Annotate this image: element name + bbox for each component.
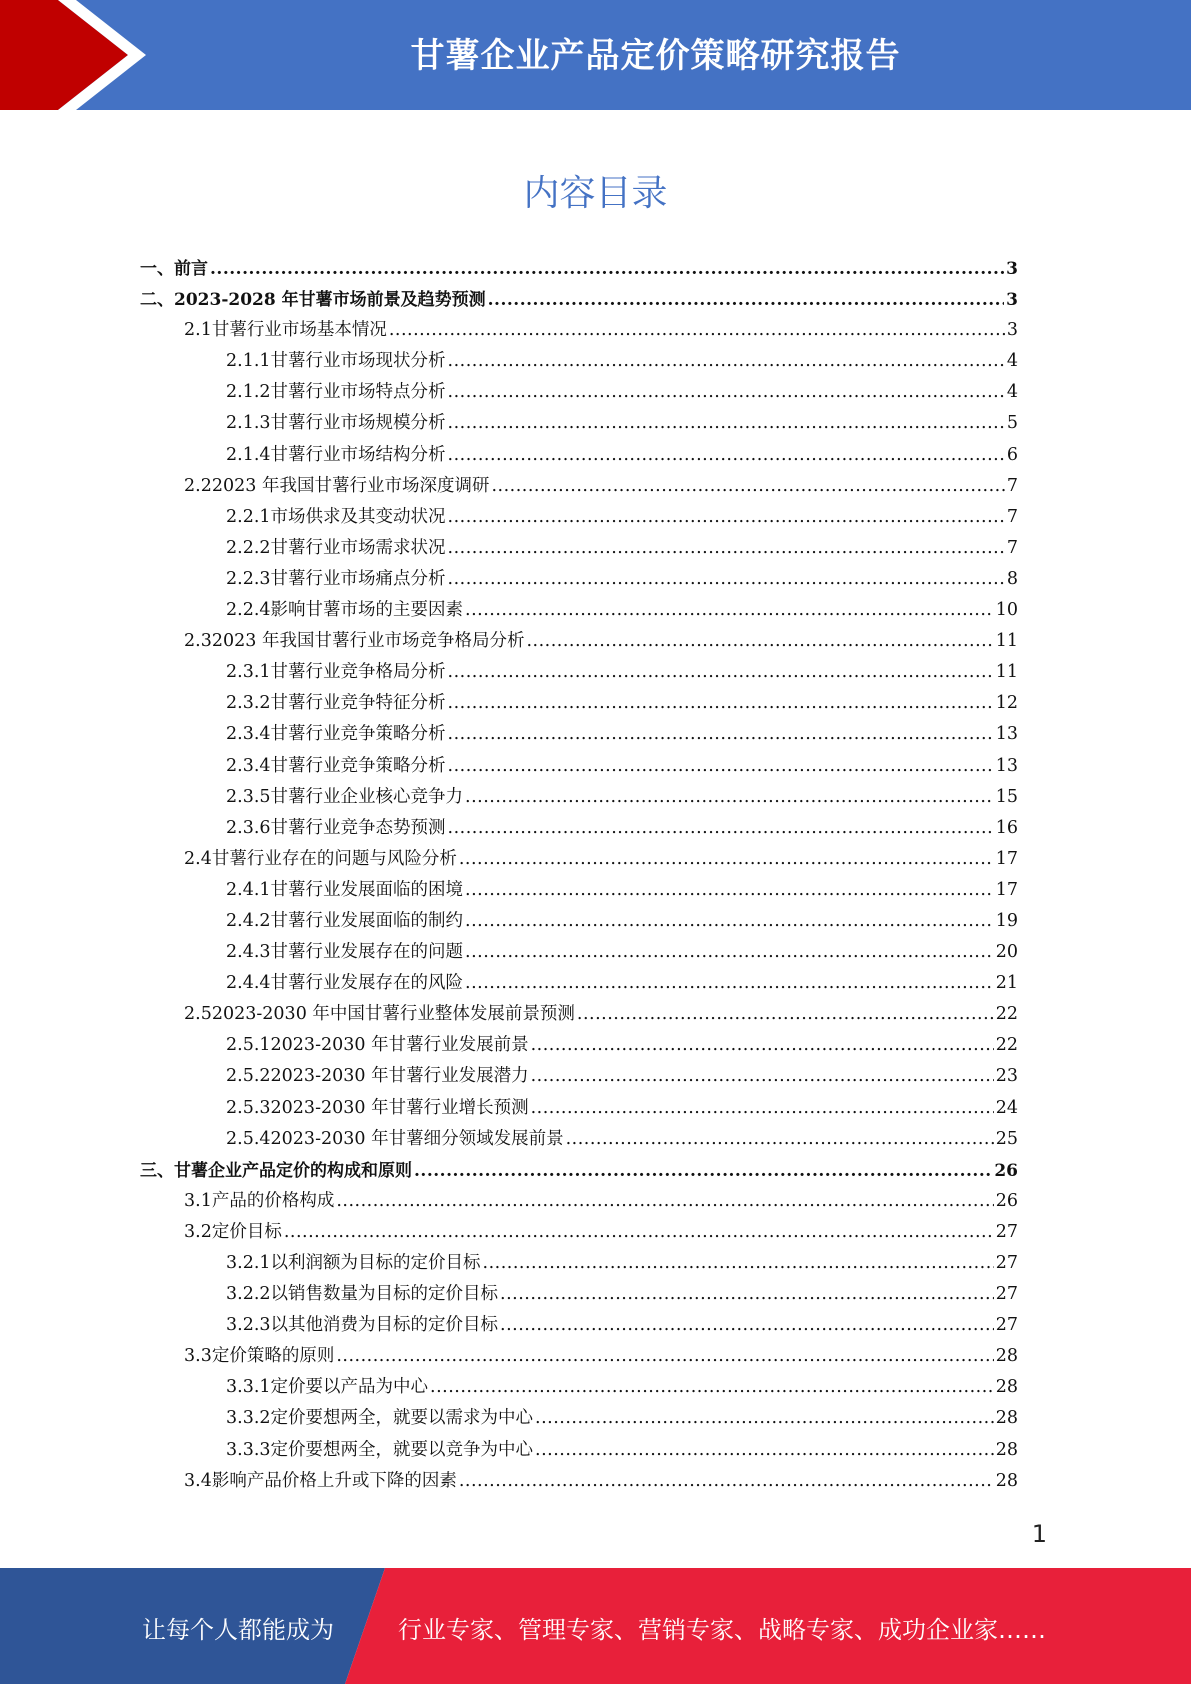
toc-entry-number: 2.4 <box>184 848 212 869</box>
toc-entry-title: 甘薯行业竞争策略分析 <box>270 755 446 776</box>
toc-dot-leader <box>500 1284 994 1304</box>
toc-entry-page: 7 <box>1006 506 1018 527</box>
toc-entry-number: 2.1.2 <box>226 382 271 403</box>
toc-entry-number: 2.4.1 <box>226 879 271 900</box>
toc-entry-number: 2.3 <box>184 631 212 652</box>
toc-entry[interactable] <box>140 689 1018 720</box>
toc-entry-page: 17 <box>995 879 1018 900</box>
report-footer <box>0 1568 1191 1684</box>
toc-entry[interactable] <box>140 1249 1018 1280</box>
toc-entry[interactable] <box>140 845 1018 876</box>
toc-entry[interactable] <box>140 441 1018 472</box>
toc-entry-page: 20 <box>995 942 1018 963</box>
toc-entry-page: 13 <box>995 755 1018 776</box>
toc-entry[interactable] <box>140 752 1018 783</box>
toc-dot-leader <box>448 538 1005 558</box>
toc-dot-leader <box>414 1161 992 1181</box>
toc-entry-page: 11 <box>995 631 1018 652</box>
toc-entry-number: 2.2.2 <box>226 537 271 558</box>
toc-entry-number: 2.3.4 <box>226 724 271 745</box>
toc-entry-page: 15 <box>995 786 1018 807</box>
toc-entry[interactable] <box>140 378 1018 409</box>
toc-entry[interactable] <box>140 1404 1018 1435</box>
toc-dot-leader <box>448 445 1005 465</box>
toc-dot-leader <box>465 880 994 900</box>
toc-entry-title: 2023-2030 年甘薯行业增长预测 <box>270 1097 529 1118</box>
toc-entry-title: 定价要以产品为中心 <box>270 1377 429 1398</box>
toc-heading: 内容目录 <box>523 173 668 214</box>
footer-slogan-left: 让每个人都能成为 <box>142 1616 334 1644</box>
toc-dot-leader <box>448 724 994 744</box>
toc-entry[interactable] <box>140 876 1018 907</box>
toc-entry-number: 2.3.6 <box>226 817 271 838</box>
toc-dot-leader <box>465 600 994 620</box>
toc-entry-page: 28 <box>995 1377 1018 1398</box>
toc-entry-page: 24 <box>995 1097 1018 1118</box>
toc-entry-page: 13 <box>995 724 1018 745</box>
toc-entry[interactable] <box>140 1062 1018 1093</box>
toc-entry[interactable] <box>140 814 1018 845</box>
toc-entry[interactable] <box>140 596 1018 627</box>
toc-entry-page: 3 <box>1006 320 1018 341</box>
toc-entry[interactable] <box>140 1373 1018 1404</box>
toc-entry-number: 2.1.4 <box>226 444 271 465</box>
toc-entry-title: 甘薯行业发展存在的风险 <box>270 973 464 994</box>
toc-entry-title: 以其他消费为目标的定价目标 <box>270 1315 499 1336</box>
toc-entry-number: 2.5.1 <box>226 1035 271 1056</box>
toc-dot-leader <box>448 569 1005 589</box>
toc-entry[interactable] <box>140 627 1018 658</box>
toc-entry-page: 19 <box>995 910 1018 931</box>
toc-dot-leader <box>531 1066 994 1086</box>
toc-dot-leader <box>336 1191 993 1211</box>
toc-entry-number: 2.1 <box>184 320 212 341</box>
toc-entry-title: 甘薯行业市场痛点分析 <box>270 568 446 589</box>
toc-entry-page: 26 <box>994 1160 1018 1181</box>
toc-entry[interactable] <box>140 503 1018 534</box>
toc-entry-number: 2.2.1 <box>226 506 271 527</box>
toc-dot-leader <box>448 756 994 776</box>
toc-entry-number: 2.5 <box>184 1004 212 1025</box>
toc-entry-title: 甘薯行业市场现状分析 <box>270 351 446 372</box>
toc-entry-number: 2.3.5 <box>226 786 271 807</box>
toc-entry-title: 甘薯行业市场规模分析 <box>270 413 446 434</box>
toc-entry-number: 3.2.2 <box>226 1284 271 1305</box>
toc-entry-number: 2.2.3 <box>226 568 271 589</box>
table-of-contents <box>140 254 1018 1498</box>
toc-entry-page: 11 <box>995 662 1018 683</box>
toc-entry-page: 3 <box>1006 290 1018 311</box>
toc-entry-page: 28 <box>995 1470 1018 1491</box>
toc-entry-number: 2.5.4 <box>226 1128 271 1149</box>
toc-entry[interactable] <box>140 285 1018 316</box>
footer-slogan-right: 行业专家、管理专家、营销专家、战略专家、成功企业家…… <box>398 1616 1046 1644</box>
toc-dot-leader <box>448 382 1005 402</box>
toc-entry-number: 2.4.2 <box>226 910 271 931</box>
toc-entry-title: 以销售数量为目标的定价目标 <box>270 1284 499 1305</box>
toc-dot-leader <box>526 631 993 651</box>
toc-entry-number: 2.4.4 <box>226 973 271 994</box>
toc-dot-leader <box>535 1440 994 1460</box>
toc-entry-title: 甘薯行业竞争态势预测 <box>270 817 446 838</box>
toc-entry-page: 3 <box>1006 259 1018 279</box>
toc-entry[interactable] <box>140 1467 1018 1498</box>
toc-entry-title: 影响产品价格上升或下降的因素 <box>211 1470 457 1491</box>
toc-entry-title: 2023 年我国甘薯行业市场竞争格局分析 <box>211 631 525 652</box>
toc-entry[interactable] <box>140 1218 1018 1249</box>
toc-entry-page: 27 <box>995 1221 1018 1242</box>
toc-entry-page: 27 <box>995 1284 1018 1305</box>
toc-entry-number: 二、 <box>140 290 174 311</box>
toc-dot-leader <box>448 818 994 838</box>
toc-dot-leader <box>465 942 994 962</box>
toc-entry-page: 4 <box>1006 351 1018 372</box>
toc-entry[interactable] <box>140 1342 1018 1373</box>
toc-entry[interactable] <box>140 907 1018 938</box>
toc-dot-leader <box>535 1408 994 1428</box>
toc-dot-leader <box>500 1315 994 1335</box>
toc-entry-page: 27 <box>995 1315 1018 1336</box>
toc-entry-title: 甘薯行业市场特点分析 <box>270 382 446 403</box>
toc-entry-number: 3.3.3 <box>226 1439 271 1460</box>
toc-entry-page: 28 <box>995 1439 1018 1460</box>
toc-dot-leader <box>448 693 994 713</box>
toc-entry-title: 甘薯行业发展存在的问题 <box>270 942 464 963</box>
toc-entry[interactable] <box>140 1000 1018 1031</box>
toc-entry[interactable] <box>140 783 1018 814</box>
report-title: 甘薯企业产品定价策略研究报告 <box>410 36 901 76</box>
toc-entry-title: 甘薯行业竞争策略分析 <box>270 724 446 745</box>
toc-entry-number: 3.2 <box>184 1221 212 1242</box>
toc-entry-title: 以利润额为目标的定价目标 <box>270 1253 481 1273</box>
toc-dot-leader <box>448 351 1005 371</box>
toc-entry[interactable] <box>140 347 1018 378</box>
toc-entry-title: 甘薯行业存在的问题与风险分析 <box>211 848 457 869</box>
toc-dot-leader <box>459 1471 994 1491</box>
toc-entry-number: 2.2 <box>184 475 212 496</box>
toc-entry-page: 7 <box>1006 537 1018 558</box>
toc-entry-number: 3.1 <box>184 1190 212 1211</box>
toc-entry[interactable] <box>140 1311 1018 1342</box>
toc-dot-leader <box>448 662 994 682</box>
toc-entry-number: 2.3.4 <box>226 755 271 776</box>
toc-entry[interactable] <box>140 969 1018 1000</box>
toc-entry-number: 2.1.3 <box>226 413 271 434</box>
toc-dot-leader <box>448 413 1005 433</box>
toc-dot-leader <box>488 290 1005 310</box>
toc-entry[interactable] <box>140 1156 1018 1187</box>
toc-entry-page: 8 <box>1006 568 1018 589</box>
toc-entry[interactable] <box>140 1094 1018 1125</box>
toc-entry[interactable] <box>140 1280 1018 1311</box>
toc-entry[interactable] <box>140 254 1018 285</box>
toc-dot-leader <box>448 507 1005 527</box>
toc-entry-title: 前言 <box>174 259 208 279</box>
toc-entry-title: 定价要想两全，就要以竞争为中心 <box>270 1439 534 1460</box>
toc-entry-number: 三、 <box>140 1160 174 1181</box>
toc-entry-title: 定价要想两全，就要以需求为中心 <box>270 1408 534 1429</box>
toc-entry-title: 甘薯行业市场基本情况 <box>211 320 387 341</box>
toc-dot-leader <box>531 1098 994 1118</box>
toc-entry-title: 甘薯行业竞争格局分析 <box>270 662 446 683</box>
toc-entry-title: 2023-2030 年甘薯行业发展潜力 <box>270 1066 529 1087</box>
toc-entry-page: 23 <box>995 1066 1018 1087</box>
toc-entry[interactable] <box>140 409 1018 440</box>
toc-entry[interactable] <box>140 565 1018 596</box>
toc-dot-leader <box>531 1035 994 1055</box>
toc-dot-leader <box>465 911 994 931</box>
toc-entry-title: 2023-2028 年甘薯市场前景及趋势预测 <box>174 290 486 311</box>
toc-entry-page: 22 <box>995 1004 1018 1025</box>
toc-entry-page: 28 <box>995 1346 1018 1367</box>
toc-entry-title: 定价策略的原则 <box>211 1346 335 1367</box>
toc-entry-page: 16 <box>995 817 1018 838</box>
toc-entry-title: 甘薯企业产品定价的构成和原则 <box>174 1160 412 1181</box>
toc-entry-page: 7 <box>1006 475 1018 496</box>
toc-entry-number: 3.2.3 <box>226 1315 271 1336</box>
toc-entry-title: 甘薯行业市场需求状况 <box>270 537 446 558</box>
toc-entry[interactable] <box>140 938 1018 969</box>
toc-entry-page: 28 <box>995 1408 1018 1429</box>
toc-entry-title: 甘薯行业市场结构分析 <box>270 444 446 465</box>
toc-entry-page: 10 <box>995 600 1018 621</box>
toc-entry[interactable] <box>140 1436 1018 1467</box>
toc-dot-leader <box>465 973 994 993</box>
toc-entry-title: 2023-2030 年甘薯行业发展前景 <box>270 1035 529 1056</box>
toc-entry-title: 甘薯行业企业核心竞争力 <box>270 786 464 807</box>
toc-entry-title: 2023-2030 年甘薯细分领域发展前景 <box>270 1128 564 1149</box>
report-header <box>0 0 1191 110</box>
toc-entry-title: 甘薯行业发展面临的困境 <box>270 879 464 900</box>
toc-entry-title: 影响甘薯市场的主要因素 <box>270 600 464 621</box>
toc-entry-title: 2023-2030 年中国甘薯行业整体发展前景预测 <box>211 1004 575 1025</box>
toc-entry-page: 4 <box>1006 382 1018 403</box>
toc-entry[interactable] <box>140 316 1018 347</box>
toc-dot-leader <box>459 849 994 869</box>
toc-entry-title: 甘薯行业发展面临的制约 <box>270 910 464 931</box>
toc-entry-page: 21 <box>995 973 1018 994</box>
toc-entry[interactable] <box>140 720 1018 751</box>
toc-dot-leader <box>483 1253 994 1273</box>
toc-entry[interactable] <box>140 658 1018 689</box>
toc-entry-number: 3.3 <box>184 1346 212 1367</box>
page-number: 1 <box>1031 1520 1047 1548</box>
toc-entry-title: 定价目标 <box>211 1221 282 1242</box>
toc-dot-leader <box>491 476 1004 496</box>
toc-dot-leader <box>284 1222 994 1242</box>
toc-entry[interactable] <box>140 534 1018 565</box>
toc-dot-leader <box>210 259 1004 279</box>
toc-entry[interactable] <box>140 1187 1018 1218</box>
toc-entry[interactable] <box>140 1031 1018 1062</box>
toc-entry-number: 一、 <box>140 259 174 279</box>
toc-dot-leader <box>577 1004 994 1024</box>
toc-entry-page: 5 <box>1006 413 1018 434</box>
toc-entry-page: 12 <box>995 693 1018 714</box>
toc-entry[interactable] <box>140 472 1018 503</box>
toc-dot-leader <box>465 787 994 807</box>
toc-entry-number: 3.3.1 <box>226 1377 271 1398</box>
toc-entry-page: 25 <box>995 1128 1018 1149</box>
toc-entry-number: 2.1.1 <box>226 351 271 372</box>
toc-dot-leader <box>430 1377 994 1397</box>
toc-entry-number: 2.5.3 <box>226 1097 271 1118</box>
toc-dot-leader <box>566 1129 994 1149</box>
toc-entry-page: 22 <box>995 1035 1018 1056</box>
toc-entry-page: 6 <box>1006 444 1018 465</box>
toc-entry-page: 27 <box>995 1253 1018 1273</box>
toc-entry-number: 2.5.2 <box>226 1066 271 1087</box>
toc-entry-title: 产品的价格构成 <box>211 1190 335 1211</box>
toc-entry-page: 26 <box>995 1190 1018 1211</box>
toc-entry[interactable] <box>140 1125 1018 1156</box>
toc-entry-number: 3.3.2 <box>226 1408 271 1429</box>
toc-entry-number: 2.2.4 <box>226 600 271 621</box>
toc-dot-leader <box>389 320 1005 340</box>
toc-entry-number: 2.4.3 <box>226 942 271 963</box>
toc-entry-number: 3.2.1 <box>226 1253 271 1273</box>
toc-dot-leader <box>336 1346 993 1366</box>
toc-entry-page: 17 <box>995 848 1018 869</box>
toc-entry-title: 2023 年我国甘薯行业市场深度调研 <box>211 475 490 496</box>
toc-entry-title: 甘薯行业竞争特征分析 <box>270 693 446 714</box>
toc-entry-number: 3.4 <box>184 1470 212 1491</box>
toc-entry-number: 2.3.2 <box>226 693 271 714</box>
toc-entry-title: 市场供求及其变动状况 <box>270 506 446 527</box>
toc-entry-number: 2.3.1 <box>226 662 271 683</box>
